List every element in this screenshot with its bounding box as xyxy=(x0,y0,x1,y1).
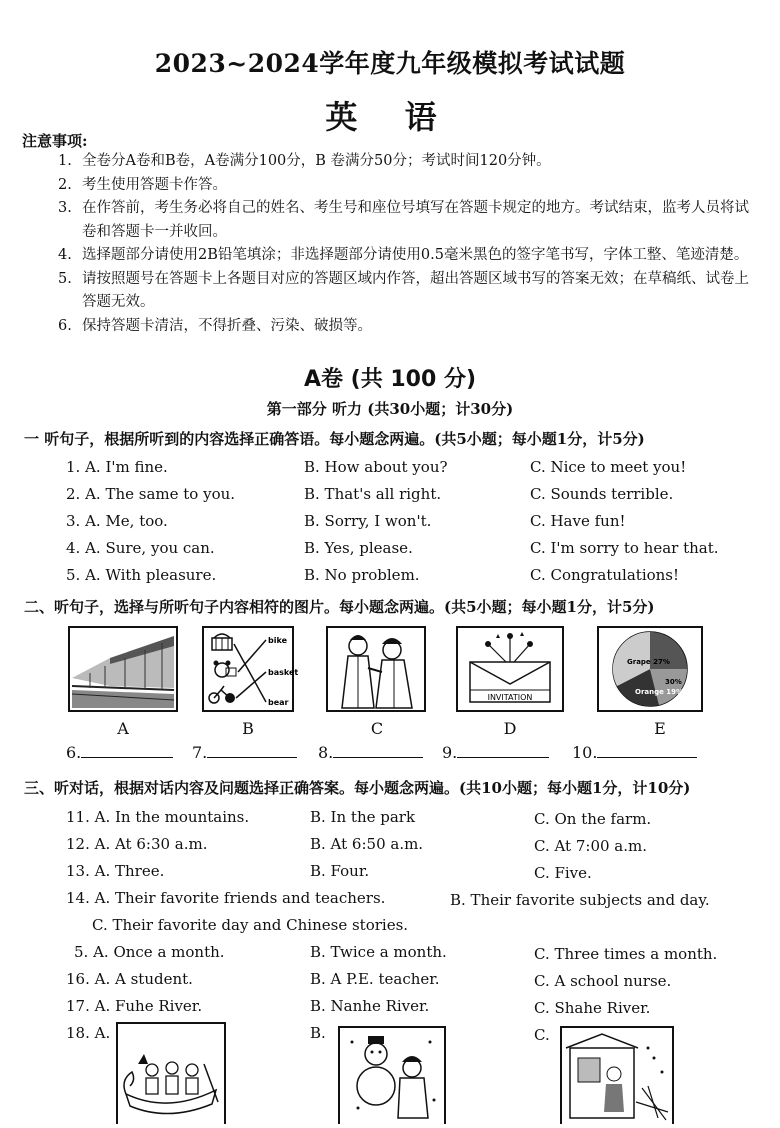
answer-blank: 9. xyxy=(442,743,549,762)
word-label: basket xyxy=(268,668,299,677)
word-label: bike xyxy=(268,636,287,645)
invitation-caption: INVITATION xyxy=(487,693,533,702)
notice-item: 1. 全卷分A卷和B卷，A卷满分100分，B 卷满分50分；考试时间120分钟。 xyxy=(58,153,551,169)
subject-title: 英 语 xyxy=(325,98,455,136)
picture-a-train xyxy=(68,626,178,712)
option-c: C. Their favorite day and Chinese stories. xyxy=(92,916,409,934)
option-c: C. Three times a month. xyxy=(534,945,718,963)
option-c: C. Shahe River. xyxy=(534,999,651,1017)
option-b: B. Yes, please. xyxy=(304,539,413,557)
answer-blank: 10. xyxy=(572,743,697,762)
picture-label: B xyxy=(242,719,254,738)
option-b: B. At 6:50 a.m. xyxy=(310,835,424,853)
slice-label: Grape 27% xyxy=(627,658,670,666)
option-a: 1. A. I'm fine. xyxy=(66,458,168,476)
train-station-icon xyxy=(70,628,176,710)
option-c: C. Nice to meet you! xyxy=(530,458,687,476)
option-c: C. Five. xyxy=(534,864,592,882)
option-b: B. No problem. xyxy=(304,566,420,584)
option-b: B. In the park xyxy=(310,808,416,826)
slice-label: Orange 19% xyxy=(635,688,684,696)
notice-item: 4. 选择题部分请使用2B铅笔填涂；非选择题部分请使用0.5毫米黑色的签字笔书写，字体工整、笔迹清楚。 xyxy=(58,247,749,263)
picture-d-invitation xyxy=(456,626,564,712)
option-a: 14. A. Their favorite friends and teachers. xyxy=(66,889,386,907)
option-c: C. At 7:00 a.m. xyxy=(534,837,647,855)
bike-icon xyxy=(209,686,235,703)
option-a: 12. A. At 6:30 a.m. xyxy=(66,835,208,853)
picture-18c-house-scene xyxy=(560,1026,674,1124)
option-c: C. A school nurse. xyxy=(534,972,672,990)
option-b: B. A P.E. teacher. xyxy=(310,970,440,988)
option-a: 3. A. Me, too. xyxy=(66,512,168,530)
slice-label: 30% xyxy=(665,678,682,686)
picture-label: C xyxy=(370,719,384,738)
option-b: B. Their favorite subjects and day. xyxy=(450,891,710,909)
dragon-boat-icon xyxy=(118,1024,224,1124)
option-c: C. Sounds terrible. xyxy=(530,485,674,503)
pie-chart-icon xyxy=(599,628,701,710)
option-c: C. On the farm. xyxy=(534,810,652,828)
picture-label: D xyxy=(503,719,517,738)
option-a: 5. A. With pleasure. xyxy=(66,566,217,584)
notice-heading: 注意事项: xyxy=(22,132,88,150)
option-a: 16. A. A student. xyxy=(66,970,193,988)
bear-icon xyxy=(214,661,237,678)
fireworks-icon xyxy=(485,632,533,662)
picture-label: E xyxy=(654,719,666,738)
picture-c-greeting xyxy=(326,626,426,712)
part1-heading: 第一部分 听力 (共30小题；计30分) xyxy=(266,400,514,418)
section3-title: 三、听对话，根据对话内容及问题选择正确答案。每小题念两遍。(共10小题；每小题1分，计10分) xyxy=(24,779,691,797)
picture-18b-snowman xyxy=(338,1026,446,1124)
answer-blank: 8. xyxy=(318,743,423,762)
picture-18a-dragon-boat xyxy=(116,1022,226,1124)
option-a: 4. A. Sure, you can. xyxy=(66,539,215,557)
picture-label: A xyxy=(117,719,129,738)
option-b: B. Nanhe River. xyxy=(310,997,430,1015)
answer-blank: 6. xyxy=(66,743,173,762)
basket-icon xyxy=(212,634,232,650)
option-b: B. xyxy=(310,1024,326,1042)
answer-blank: 7. xyxy=(192,743,297,762)
option-a: 17. A. Fuhe River. xyxy=(66,997,203,1015)
option-b: B. How about you? xyxy=(304,458,448,476)
option-a: 13. A. Three. xyxy=(66,862,165,880)
option-c: C. xyxy=(534,1026,550,1044)
option-a: 2. A. The same to you. xyxy=(66,485,236,503)
notice-item: 3. 在作答前，考生务必将自己的姓名、考生号和座位号填写在答题卡规定的地方。考试结束，监考人员将试卷和答题卡一并收回。 xyxy=(58,200,749,240)
notice-item: 5. 请按照题号在答题卡上各题目对应的答题区域内作答，超出答题区域书写的答案无效；在草稿纸、试卷上答题无效。 xyxy=(58,270,749,310)
exam-title: 2023~2024学年度九年级模拟考试试题 xyxy=(154,49,626,78)
option-b: B. That's all right. xyxy=(304,485,442,503)
picture-b-matching xyxy=(202,626,299,712)
option-b: B. Four. xyxy=(310,862,370,880)
option-c: C. Congratulations! xyxy=(530,566,680,584)
notice-item: 2. 考生使用答题卡作答。 xyxy=(58,176,227,193)
snowman-icon xyxy=(340,1028,444,1124)
word-label: bear xyxy=(268,698,289,707)
option-a: 5. A. Once a month. xyxy=(74,943,225,961)
section2-title: 二、听句子，选择与所听句子内容相符的图片。每小题念两遍。(共5小题；每小题1分，计5分) xyxy=(24,598,655,616)
notice-item: 6. 保持答题卡清洁，不得折叠、污染、破损等。 xyxy=(58,317,372,334)
section-a-heading: A卷 (共 100 分) xyxy=(303,367,477,392)
option-b: B. Twice a month. xyxy=(310,943,447,961)
option-c: C. I'm sorry to hear that. xyxy=(530,539,719,557)
option-a: 11. A. In the mountains. xyxy=(66,808,250,826)
house-scene-icon xyxy=(562,1028,672,1124)
people-bowing-icon xyxy=(328,628,424,710)
option-a: 18. A. xyxy=(66,1024,111,1042)
section1-title: 一 听句子，根据所听到的内容选择正确答语。每小题念两遍。(共5小题；每小题1分，计5分) xyxy=(24,430,645,448)
notice-list xyxy=(58,150,758,338)
option-b: B. Sorry, I won't. xyxy=(304,512,432,530)
picture-e-piechart xyxy=(597,626,703,712)
option-c: C. Have fun! xyxy=(530,512,626,530)
